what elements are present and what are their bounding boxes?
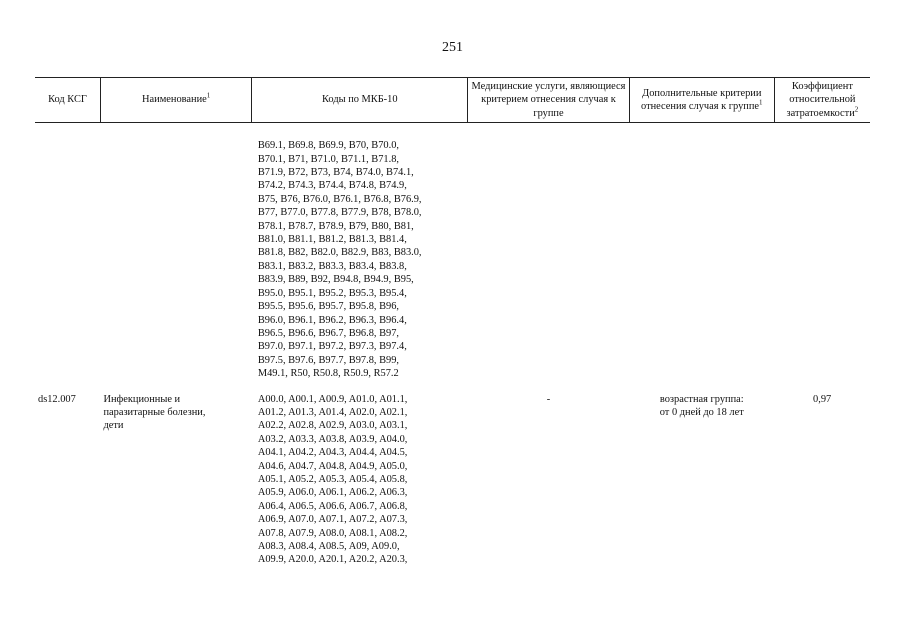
header-criteria-footnote: 1 xyxy=(759,98,763,107)
text-line: A04.6, A04.7, A04.8, A04.9, A05.0, xyxy=(257,460,408,472)
text-line: A01.2, A01.3, A01.4, A02.0, A02.1, xyxy=(257,406,408,418)
text-line: B95.5, B95.6, B95.7, B95.8, B96, xyxy=(257,301,400,313)
text-line: A04.1, A04.2, A04.3, A04.4, A04.5, xyxy=(257,447,408,459)
icd-codes-cell xyxy=(252,393,468,567)
text-line: B69.1, B69.8, B69.9, B70, B70.0, xyxy=(257,140,400,152)
coefficient-cell: 0,97 xyxy=(813,393,832,405)
page-number: 251 xyxy=(442,40,463,55)
header-icd: Коды по МКБ-10 xyxy=(252,78,468,123)
text-line: A07.8, A07.9, A08.0, A08.1, A08.2, xyxy=(257,527,408,539)
header-name-footnote: 1 xyxy=(206,91,211,100)
text-line: A00.0, A00.1, A00.9, A01.0, A01.1, xyxy=(257,393,408,405)
table-header-row xyxy=(35,78,870,123)
text-line: A06.9, A07.0, A07.1, A07.2, A07.3, xyxy=(257,514,408,526)
text-line: A08.3, A08.4, A08.5, A09, A09.0, xyxy=(257,541,400,552)
text-line: B96.5, B96.6, B96.7, B96.8, B97, xyxy=(257,327,400,339)
header-name: Наименование$^1$ xyxy=(100,78,251,123)
header-services: Медицинские услуги, являющиеся критерием отнесения случая к группе xyxy=(468,78,630,123)
criteria-cell xyxy=(629,393,774,567)
header-coefficient: Коэффициент относительной затратоемкости$^2$ xyxy=(774,78,870,123)
table-row-continuation xyxy=(35,139,870,380)
text-line: B83.9, B89, B92, B94.8, B94.9, B95, xyxy=(257,274,414,286)
header-criteria: Дополнительные критерии отнесения случая к группе$^1$ xyxy=(629,78,774,123)
ksg-code-cell: ds12.007 xyxy=(38,393,76,405)
text-line: Инфекционные и xyxy=(103,393,181,405)
text-line: дети xyxy=(103,420,124,432)
text-line: A05.9, A06.0, A06.1, A06.2, A06.3, xyxy=(257,487,408,499)
text-line: паразитарные болезни, xyxy=(103,406,206,418)
text-line: B75, B76, B76.0, B76.1, B76.8, B76.9, xyxy=(257,193,422,205)
services-cell: - xyxy=(546,393,551,405)
text-line: A06.4, A06.5, A06.6, A06.7, A06.8, xyxy=(257,500,408,512)
icd-codes-continuation xyxy=(252,139,468,380)
ksg-name-cell xyxy=(100,393,251,567)
text-line: A03.2, A03.3, A03.8, A03.9, A04.0, xyxy=(257,433,408,445)
text-line: B71.9, B72, B73, B74, B74.0, B74.1, xyxy=(257,167,414,179)
text-line: B74.2, B74.3, B74.4, B74.8, B74.9, xyxy=(257,180,407,192)
header-code: Код КСГ xyxy=(35,78,100,123)
header-coefficient-footnote: 2 xyxy=(854,105,859,114)
text-line: B83.1, B83.2, B83.3, B83.4, B83.8, xyxy=(257,260,407,272)
text-line: A09.9, A20.0, A20.1, A20.2, A20.3, xyxy=(257,554,408,566)
text-line: от 0 дней до 18 лет xyxy=(659,406,744,418)
text-line: B81.0, B81.1, B81.2, B81.3, B81.4, xyxy=(257,234,407,246)
text-line: B96.0, B96.1, B96.2, B96.3, B96.4, xyxy=(257,314,407,326)
text-line: A05.1, A05.2, A05.3, A05.4, A05.8, xyxy=(257,473,408,485)
table-row xyxy=(35,393,870,567)
text-line: B97.5, B97.6, B97.7, B97.8, B99, xyxy=(257,354,400,366)
text-line: M49.1, R50, R50.8, R50.9, R57.2 xyxy=(257,368,399,380)
ksg-table xyxy=(35,77,870,567)
text-line: B78.1, B78.7, B78.9, B79, B80, B81, xyxy=(257,220,414,232)
text-line: возрастная группа: xyxy=(659,393,744,405)
text-line: B70.1, B71, B71.0, B71.1, B71.8, xyxy=(257,153,400,165)
text-line: B95.0, B95.1, B95.2, B95.3, B95.4, xyxy=(257,287,407,299)
text-line: B81.8, B82, B82.0, B82.9, B83, B83.0, xyxy=(257,247,422,259)
text-line: A02.2, A02.8, A02.9, A03.0, A03.1, xyxy=(257,420,408,432)
text-line: B77, B77.0, B77.8, B77.9, B78, B78.0, xyxy=(257,207,422,219)
text-line: B97.0, B97.1, B97.2, B97.3, B97.4, xyxy=(257,341,407,353)
